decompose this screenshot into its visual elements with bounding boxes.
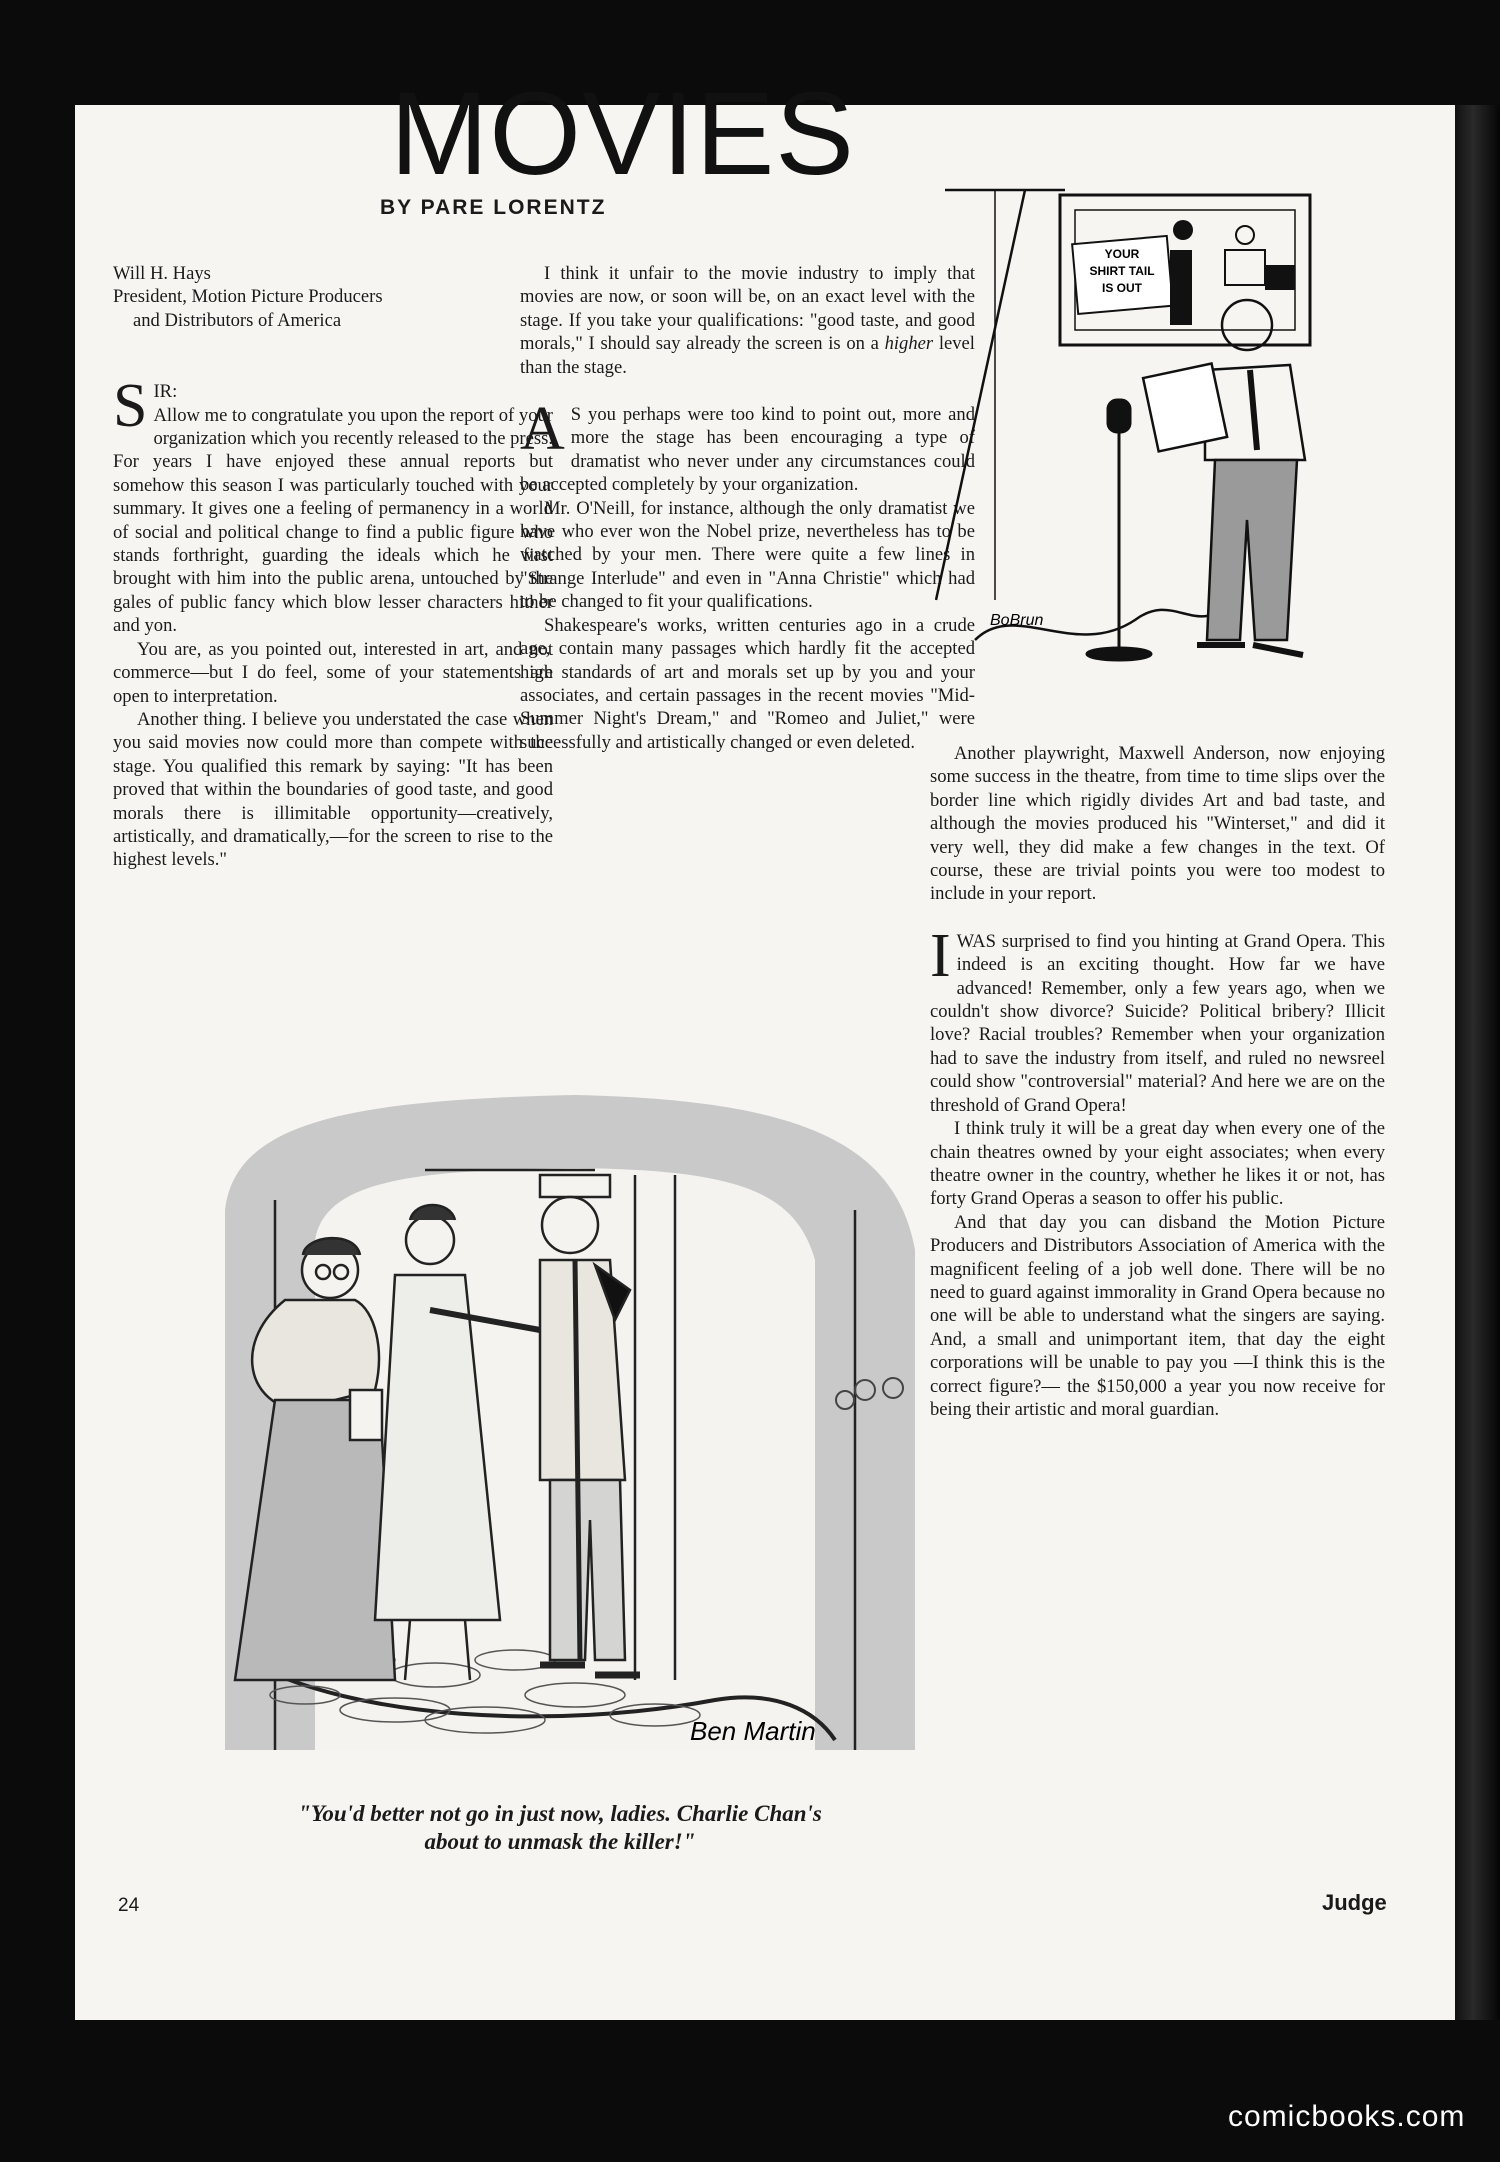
usher-cartoon bbox=[155, 1060, 970, 1750]
paragraph-3: Another thing. I believe you understated the case when you said movies now could more than compete with the stage. You qualified this remark by saying: "It has been proved that within the boundaries of good taste, and good morals there is illimitable opportunity—creatively, artistically, and dramatically,—for the screen to rise to the highest levels." bbox=[113, 708, 553, 871]
magazine-name: Judge bbox=[1322, 1890, 1387, 1915]
column-1 bbox=[113, 262, 553, 872]
sign-line-1: YOUR bbox=[1104, 247, 1140, 261]
paragraph-5 bbox=[520, 395, 975, 497]
paragraph-4 bbox=[520, 262, 975, 379]
radio-announcer-cartoon bbox=[935, 80, 1375, 700]
drop-cap-a: A bbox=[520, 395, 565, 464]
salutation bbox=[113, 262, 553, 332]
page-number: 24 bbox=[118, 1895, 140, 1916]
salutation-org: and Distributors of America bbox=[133, 309, 342, 331]
column-3 bbox=[930, 742, 1385, 1421]
paragraph-7: Shakespeare's works, written centuries ago in a crude age, contain many passages which hardly fit the accepted high standards of art and morals set up by you and your associates, and certain passages in the recent movies "Mid-Summer Night's Dream," and "Romeo and Juliet," were successfully and artistically changed or even deleted. bbox=[520, 614, 975, 753]
paragraph-4-end: level than the stage. bbox=[520, 333, 975, 378]
paragraph-9-text: WAS surprised to find you hinting at Grand Opera. This indeed is an exciting thought. How far we have advanced! Remember, only a few years ago, when we couldn't show divorce? Suicide? Political bribery? Illicit love? Racial troubles? Remember when your organization had to save the industry from itself, and ruled no newsreel could show "controversial" material? And here we are on the threshold of Grand Opera! bbox=[930, 930, 1385, 1116]
microphone-stand bbox=[1087, 400, 1151, 660]
paragraph-4-start: I think it unfair to the movie industry to imply that movies are now, or soon will be, on an exact level with the stage. If you take your qualifications: "good taste, and good morals," I should say already the screen is on a bbox=[520, 263, 975, 355]
paragraph-10: I think truly it will be a great day when every one of the chain theatres owned by your eight associates; when every theatre owner in the country, whether he likes it or not, has forty Grand Operas a season to offer his public. bbox=[930, 1118, 1385, 1210]
emphasis-higher: higher bbox=[884, 333, 934, 355]
paragraph-2: You are, as you pointed out, interested in art, and not commerce—but I do feel, some of your statements are open to interpretation. bbox=[113, 638, 553, 707]
caption-line-2: about to unmask the killer!" bbox=[424, 1829, 696, 1854]
paragraph-6: Mr. O'Neill, for instance, although the only dramatist we have who ever won the Nobel prize, nevertheless has to be watched by your men. There were quite a few lines in "Strange Interlude" and even in "Anna Christie" which had to be changed to fit your qualifications. bbox=[520, 497, 975, 613]
column-2 bbox=[520, 262, 975, 754]
sign-line-3: IS OUT bbox=[1101, 281, 1143, 295]
page-title: MOVIES bbox=[390, 68, 855, 200]
paragraph-5-text: S you perhaps were too kind to point out, more and more the stage has been encouraging a type of dramatist who never under any circumstances could be accepted completely by your organization. bbox=[520, 404, 975, 496]
paragraph-8: Another playwright, Maxwell Anderson, now enjoying some success in the theatre, from time to time slips over the border line which rigidly divides Art and bad taste, and although the movies produced his "Winterset," and did it very well, they did make a few changes in the text. Of course, these are trivial points you were too modest to include in your report. bbox=[930, 743, 1385, 905]
announcer bbox=[1143, 300, 1305, 655]
sir-text: IR: bbox=[153, 381, 178, 403]
artist-signature-bottom: Ben Martin bbox=[690, 1716, 816, 1746]
paragraph-11: And that day you can disband the Motion Picture Producers and Distributors Association of America with the magnificent feeling of a job well done. There will be no need to guard against immorality in Grand Opera because no one will be able to understand what the singers are saying. And, a small and unimportant item, that day the eight corporations will be unable to pay you —I think this is the correct figure?— the $150,000 a year you now receive for being their artistic and moral guardian. bbox=[930, 1211, 1385, 1420]
cartoon-caption bbox=[160, 1800, 960, 1856]
byline: BY PARE LORENTZ bbox=[380, 196, 607, 219]
salutation-title: President, Motion Picture Producers bbox=[113, 286, 383, 308]
sign bbox=[1072, 236, 1173, 314]
sign-line-2: SHIRT TAIL bbox=[1089, 264, 1155, 278]
caption-line-1: "You'd better not go in just now, ladies. Charlie Chan's bbox=[298, 1801, 822, 1826]
paragraph-1: Allow me to congratulate you upon the report of your organization which you recently released to the press. For years I have enjoyed these annual reports but somehow this season I was particularly touched with your summary. It gives one a feeling of permanency in a world of social and political change to find a public figure who stands forthright, guarding the ideals which he first brought with him into the public arena, untouched by the gales of public fancy which blow lesser characters hither and yon. bbox=[113, 404, 553, 637]
window-figures bbox=[1170, 220, 1295, 325]
page-binding bbox=[1455, 105, 1500, 2020]
paragraph-9 bbox=[930, 921, 1385, 1117]
drop-cap-s: S bbox=[113, 372, 148, 441]
drop-cap-i: I bbox=[930, 921, 951, 990]
watermark: comicbooks.com bbox=[1228, 2100, 1466, 2133]
salutation-name: Will H. Hays bbox=[113, 263, 211, 284]
paragraph-sir bbox=[113, 372, 553, 637]
artist-signature-top: BoBrun bbox=[990, 612, 1044, 629]
